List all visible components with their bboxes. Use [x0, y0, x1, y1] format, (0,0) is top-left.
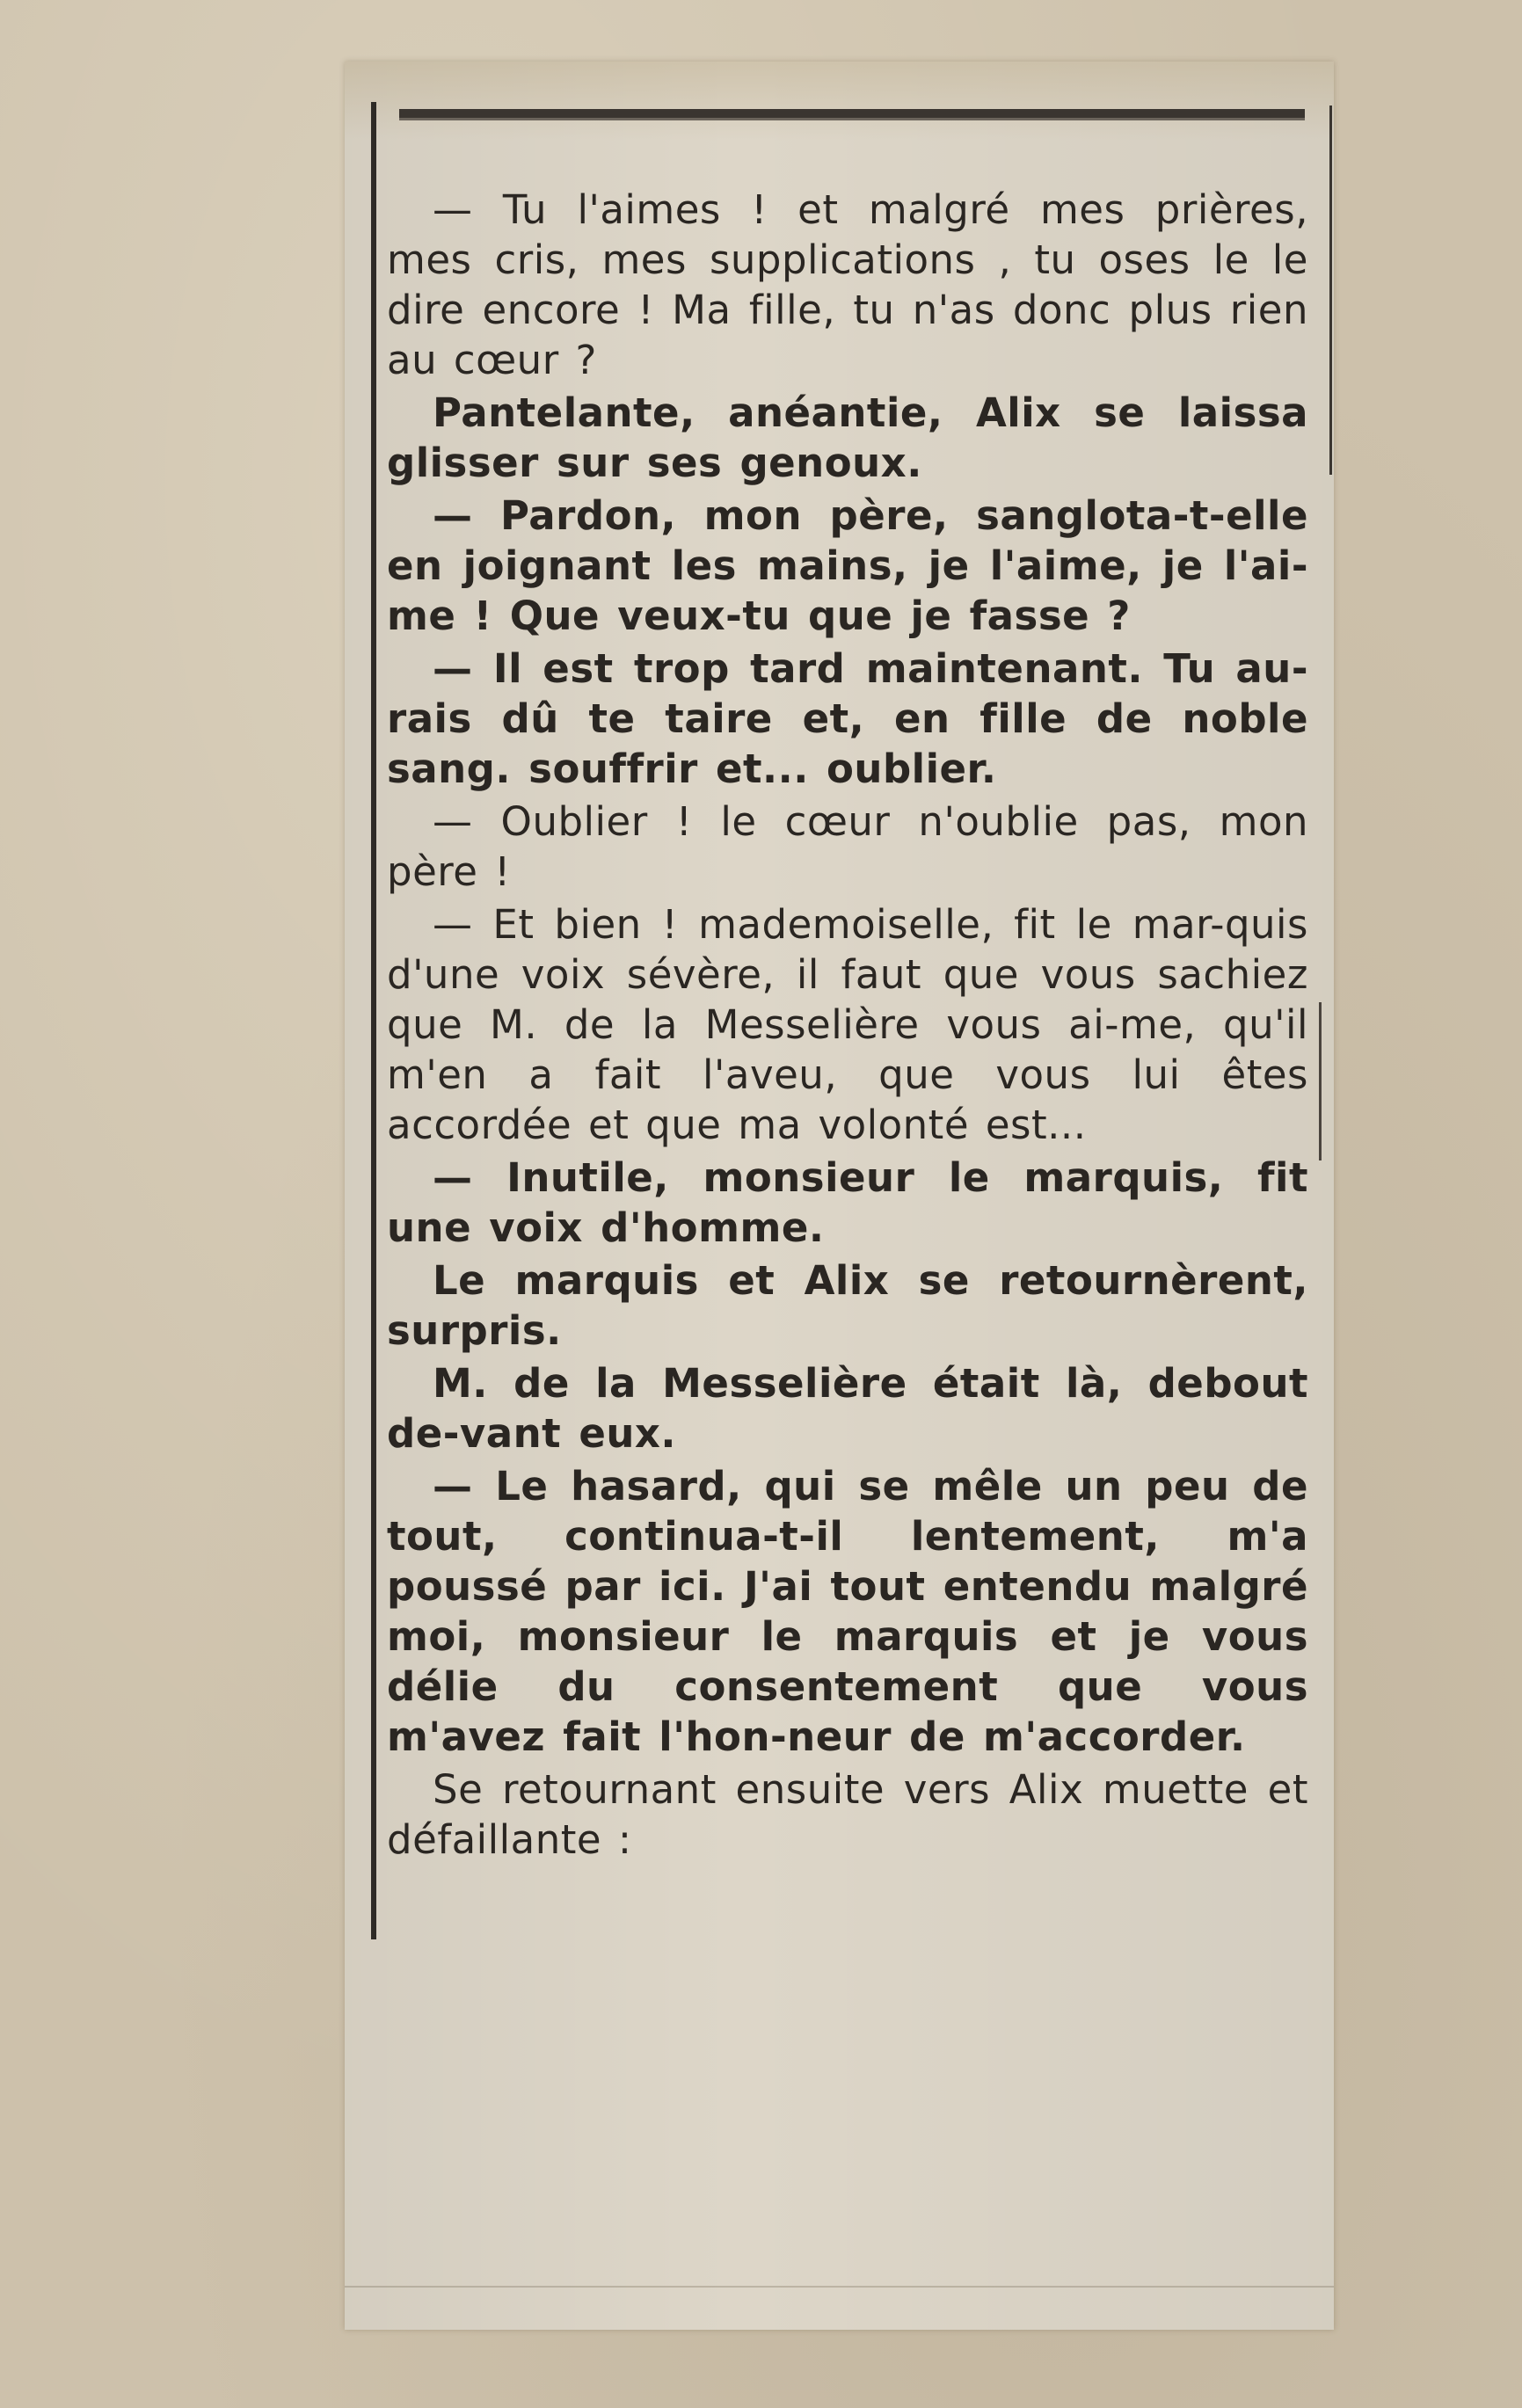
paragraph-3: — Pardon, mon père, sanglota-t-elle en joignant les mains, je l'aime, je l'ai-me ! Que veux-tu que je fasse ? [387, 492, 1308, 639]
left-column-rule [371, 102, 376, 1939]
paragraph-2: Pantelante, anéantie, Alix se laissa glisser sur ses genoux. [387, 389, 1308, 486]
right-column-rule-lower [1319, 1002, 1322, 1160]
newspaper-clipping [345, 62, 1334, 2330]
paragraph-5: — Oublier ! le cœur n'oublie pas, mon père ! [387, 798, 1308, 895]
paragraph-11: Se retournant ensuite vers Alix muette et défaillante : [387, 1766, 1308, 1863]
article-text [387, 185, 1308, 1867]
paragraph-1: — Tu l'aimes ! et malgré mes prières, mes cris, mes supplications , tu oses le le dire encore ! Ma fille, tu n'as donc plus rien au cœur ? [387, 186, 1308, 383]
clipping-bottom-edge [345, 2286, 1334, 2288]
top-rule [399, 109, 1305, 120]
paragraph-10: — Le hasard, qui se mêle un peu de tout, continua-t-il lentement, m'a poussé par ici. J'ai tout entendu malgré moi, monsieur le marquis et je vous délie du consentement que vous m'avez fait l'hon-neur de m'accorder. [387, 1463, 1308, 1760]
right-column-rule [1329, 105, 1332, 475]
paragraph-8: Le marquis et Alix se retournèrent, surpris. [387, 1257, 1308, 1354]
paragraph-4: — Il est trop tard maintenant. Tu au-rais dû te taire et, en fille de noble sang. souffrir et... oublier. [387, 645, 1308, 792]
paragraph-7: — Inutile, monsieur le marquis, fit une voix d'homme. [387, 1154, 1308, 1251]
paragraph-6: — Et bien ! mademoiselle, fit le mar-quis d'une voix sévère, il faut que vous sachiez que M. de la Messelière vous ai-me, qu'il m'en a fait l'aveu, que vous lui êtes accordée et que ma volonté est... [387, 901, 1308, 1148]
paragraph-9: M. de la Messelière était là, debout de-vant eux. [387, 1360, 1308, 1457]
